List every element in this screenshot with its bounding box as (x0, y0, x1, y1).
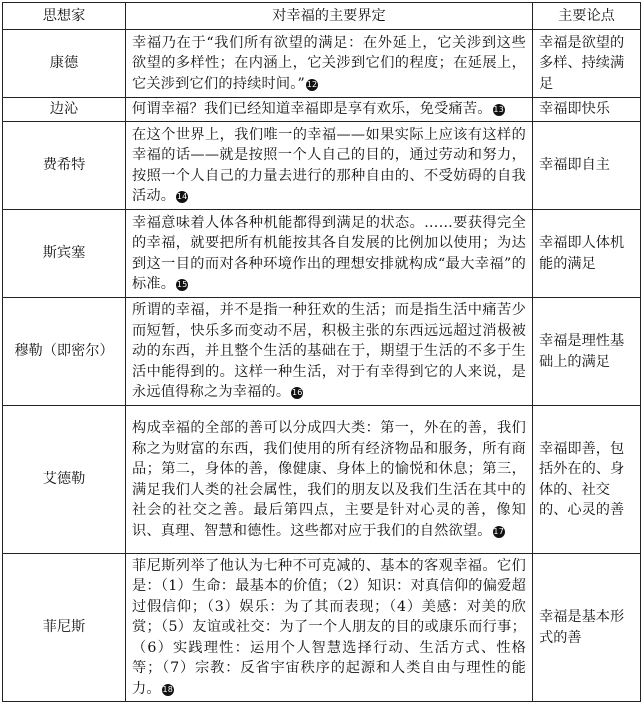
main-point-cell: 幸福即自主 (533, 122, 641, 210)
main-point-cell: 幸福即人体机能的满足 (533, 210, 641, 298)
main-point-cell: 幸福即善，包括外在的、身体的、社交的、心灵的善 (533, 406, 641, 554)
definition-cell (126, 298, 533, 406)
table-row (3, 406, 641, 554)
main-point-cell: 幸福是理性基础上的满足 (533, 298, 641, 406)
header-main-point: 主要论点 (533, 3, 641, 30)
definition-text: 所谓的幸福，并不是指一种狂欢的生活；而是指生活中痛苦少而短暂，快乐多而变动不居，积极主张的东西远远超过消极被动的东西，并且整个生活的基础在于，期望于生活的不多于生活中能得到的。这样一种生活，对于有幸得到它的人来说，是永远值得称之为幸福的。 (132, 302, 526, 401)
footnote-marker: 13 (493, 105, 504, 115)
footnote-marker: 17 (493, 526, 504, 536)
main-point-cell: 幸福是欲望的多样、持续满足 (533, 30, 641, 98)
footnote-marker: 18 (162, 684, 174, 694)
thinker-cell: 边沁 (3, 98, 126, 122)
definition-text: 菲尼斯列举了他认为七种不可克减的、基本的客观幸福。它们是：（1）生命：最基本的价值；（2）知识：对真信仰的偏爱超过假信仰；（3）娱乐：为了其而表现；（4）美感：对美的欣赏；（5）友谊或社交：为了一个人朋友的目的或康乐而行事；（6）实践理性：运用个人智慧选择行动、生活方式、性格等；（7）宗教：反省宇宙秩序的起源和人类自由与理性的能力。 (132, 557, 526, 697)
header-thinker: 思想家 (3, 3, 126, 30)
header-definition: 对幸福的主要界定 (126, 3, 533, 30)
main-point-cell: 幸福是基本形式的善 (533, 554, 641, 702)
definition-text: 构成幸福的全部的善可以分成四大类：第一，外在的善，我们称之为财富的东西，我们使用的所有经济物品和服务，所有商品；第二，身体的善，像健康、身体上的愉悦和休息；第三，满足我们人类的社会属性，我们的朋友以及我们生活在其中的社会的社交之善。最后第四点，主要是针对心灵的善，像知识、真理、智慧和德性。这些都对应于我们的自然欲望。 (132, 420, 526, 539)
table-header-row (3, 3, 641, 30)
thinker-cell: 斯宾塞 (3, 210, 126, 298)
table-row (3, 98, 641, 122)
footnote-marker: 15 (176, 280, 188, 289)
definition-text: 幸福意味着人体各种机能都得到满足的状态。……要获得完全的幸福，就要把所有机能按其各自发展的比例加以使用；为达到这一目的而对各种环境作出的理想安排就构成“最大幸福”的标准。 (132, 214, 526, 292)
thinker-cell: 康德 (3, 30, 126, 98)
thinker-cell: 菲尼斯 (3, 554, 126, 702)
thinker-cell: 费希特 (3, 122, 126, 210)
table-row (3, 298, 641, 406)
definition-cell (126, 122, 533, 210)
footnote-marker: 12 (306, 79, 318, 89)
table-row (3, 210, 641, 298)
definition-cell (126, 210, 533, 298)
definition-cell (126, 554, 533, 702)
thinker-cell: 穆勒（即密尔） (3, 298, 126, 406)
table-row (3, 30, 641, 98)
happiness-definitions-table (2, 2, 641, 702)
footnote-marker: 14 (176, 192, 188, 201)
definition-text: 幸福乃在于“我们所有欲望的满足：在外延上，它关涉到这些欲望的多样性；在内涵上，它关涉到它们的程度；在延展上，它关涉到它们的持续时间。” (132, 34, 526, 92)
definition-text: 何谓幸福？我们已经知道幸福即是享有欢乐，免受痛苦。 (132, 101, 492, 118)
definition-text: 在这个世界上，我们唯一的幸福——如果实际上应该有这样的幸福的话——就是按照一个人自己的目的，通过劳动和努力，按照一个人自己的力量去进行的那种自由的、不受妨碍的自我活动。 (132, 126, 526, 204)
definition-cell (126, 406, 533, 554)
table-row (3, 122, 641, 210)
footnote-marker: 16 (291, 388, 303, 398)
table-row (3, 554, 641, 702)
definition-cell (126, 30, 533, 98)
document-page (2, 2, 640, 697)
main-point-cell: 幸福即快乐 (533, 98, 641, 122)
definition-cell (126, 98, 533, 122)
thinker-cell: 艾德勒 (3, 406, 126, 554)
